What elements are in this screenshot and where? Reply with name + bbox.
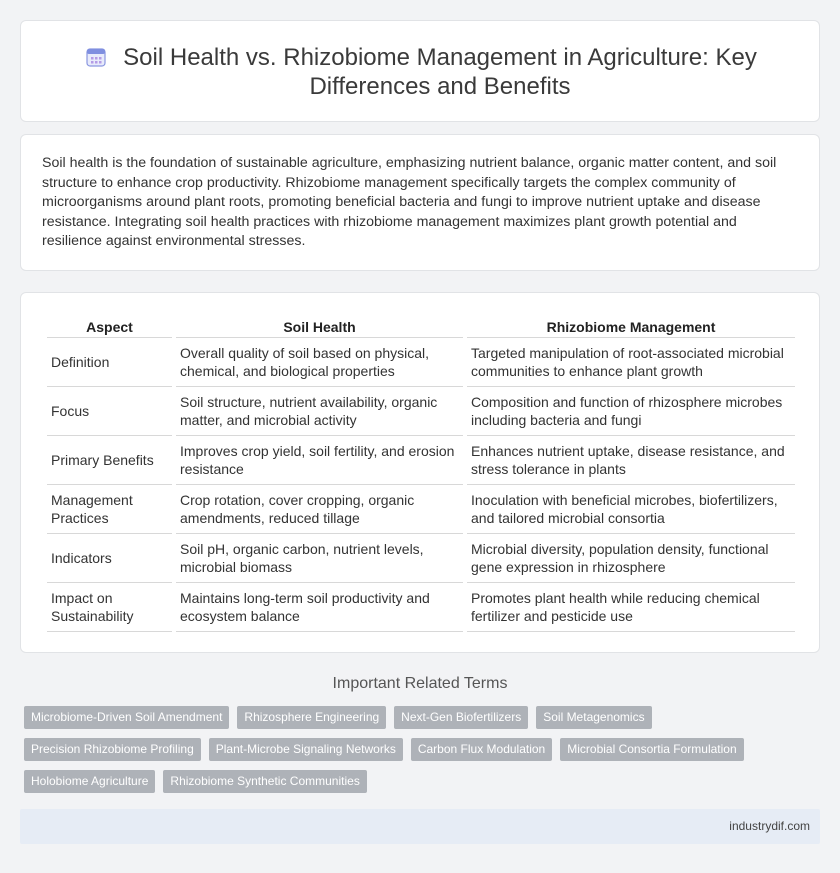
title-card	[20, 20, 820, 122]
comparison-table	[43, 315, 799, 632]
related-terms-title: Important Related Terms	[332, 675, 508, 692]
row-rhizobiome: Microbial diversity, population density, functional gene expression in rhizosphere	[467, 534, 795, 583]
tag-row	[24, 770, 824, 793]
row-soil-health: Overall quality of soil based on physical, chemical, and biological properties	[176, 338, 463, 387]
row-rhizobiome: Targeted manipulation of root-associated microbial communities to enhance plant growth	[467, 338, 795, 387]
table-row	[47, 485, 795, 534]
row-soil-health: Improves crop yield, soil fertility, and erosion resistance	[176, 436, 463, 485]
row-soil-health: Crop rotation, cover cropping, organic amendments, reduced tillage	[176, 485, 463, 534]
row-soil-health: Soil pH, organic carbon, nutrient levels, microbial biomass	[176, 534, 463, 583]
table-row	[47, 387, 795, 436]
related-term-tag[interactable]: Precision Rhizobiome Profiling	[24, 738, 201, 761]
table-row	[47, 436, 795, 485]
footer-site-link[interactable]: industrydif.com	[729, 819, 810, 833]
row-rhizobiome: Composition and function of rhizosphere microbes including bacteria and fungi	[467, 387, 795, 436]
row-soil-health: Maintains long-term soil productivity and ecosystem balance	[176, 583, 463, 632]
related-term-tag[interactable]: Microbial Consortia Formulation	[560, 738, 743, 761]
header-aspect: Aspect	[47, 315, 172, 338]
row-aspect: Impact on Sustainability	[47, 583, 172, 632]
row-aspect: Indicators	[47, 534, 172, 583]
related-term-tag[interactable]: Next-Gen Biofertilizers	[394, 706, 528, 729]
related-term-tag[interactable]: Plant-Microbe Signaling Networks	[209, 738, 403, 761]
intro-paragraph: Soil health is the foundation of sustainable agriculture, emphasizing nutrient balance, organic matter content, and soil structure to enhance crop productivity. Rhizobiome management specifically targets the complex community of microorganisms around plant roots, promoting beneficial bacteria and fungi to improve nutrient uptake and disease resistance. Integrating soil health practices with rhizobiome management maximizes plant growth potential and resilience against environmental stresses.	[42, 155, 777, 249]
comparison-card	[20, 292, 820, 653]
related-term-tag[interactable]: Rhizosphere Engineering	[237, 706, 386, 729]
related-terms	[24, 706, 824, 802]
related-term-tag[interactable]: Microbiome-Driven Soil Amendment	[24, 706, 229, 729]
table-header-row	[47, 315, 795, 338]
row-aspect: Management Practices	[47, 485, 172, 534]
table-row	[47, 583, 795, 632]
row-rhizobiome: Inoculation with beneficial microbes, biofertilizers, and tailored microbial consortia	[467, 485, 795, 534]
row-rhizobiome: Promotes plant health while reducing chemical fertilizer and pesticide use	[467, 583, 795, 632]
table-row	[47, 338, 795, 387]
row-soil-health: Soil structure, nutrient availability, organic matter, and microbial activity	[176, 387, 463, 436]
related-term-tag[interactable]: Holobiome Agriculture	[24, 770, 155, 793]
related-term-tag[interactable]: Soil Metagenomics	[536, 706, 651, 729]
tag-row	[24, 706, 824, 729]
related-term-tag[interactable]: Carbon Flux Modulation	[411, 738, 552, 761]
row-rhizobiome: Enhances nutrient uptake, disease resistance, and stress tolerance in plants	[467, 436, 795, 485]
intro-card	[20, 134, 820, 271]
header-soil-health: Soil Health	[176, 315, 463, 338]
row-aspect: Definition	[47, 338, 172, 387]
related-term-tag[interactable]: Rhizobiome Synthetic Communities	[163, 770, 366, 793]
row-aspect: Primary Benefits	[47, 436, 172, 485]
page-title: Soil Health vs. Rhizobiome Management in Agriculture: Key Differences and Benefits	[123, 44, 757, 100]
tag-row	[24, 738, 824, 761]
footer	[20, 809, 820, 844]
header-rhizobiome: Rhizobiome Management	[467, 315, 795, 338]
row-aspect: Focus	[47, 387, 172, 436]
table-row	[47, 534, 795, 583]
